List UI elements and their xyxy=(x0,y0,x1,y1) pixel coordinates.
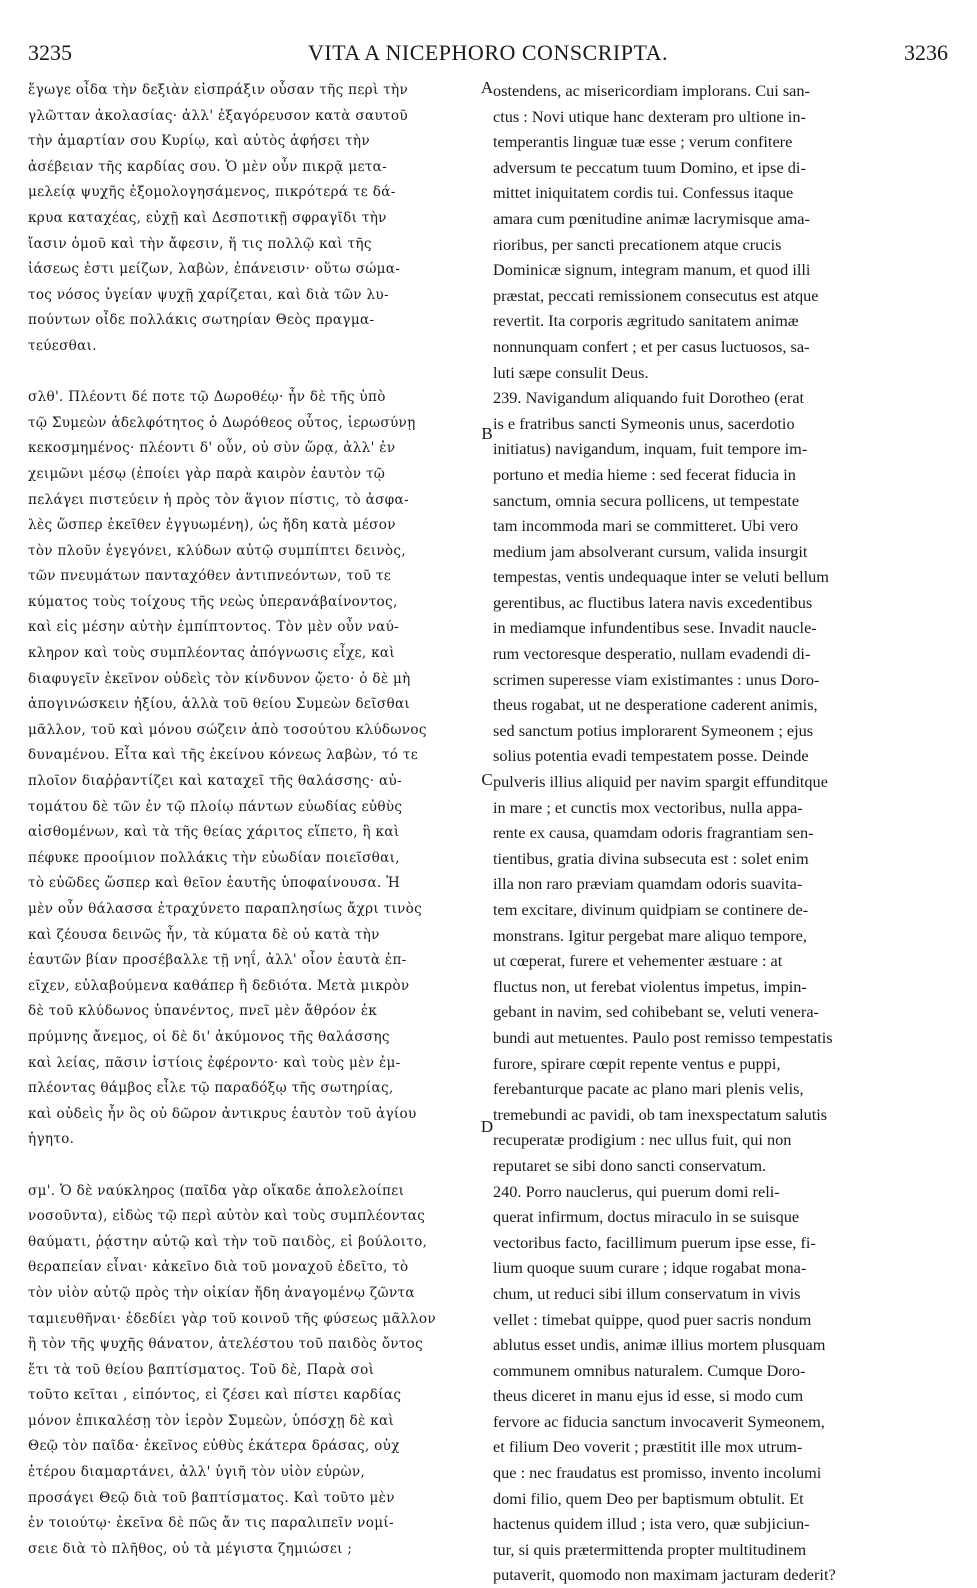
latin-text-line: theus diceret in manu ejus id esse, si modo cum xyxy=(493,1386,804,1406)
latin-text-line: mittet iniquitatem cordis tui. Confessus itaque xyxy=(493,183,794,203)
greek-text-line: ἴασιν ὁμοῦ καὶ τὴν ἄφεσιν, ἥ τις πολλῷ καὶ τῆς xyxy=(28,235,372,252)
latin-text-line: initiatus) navigandum, inquam, fuit tempore im- xyxy=(493,439,808,459)
latin-text-line: medium jam absolverant cursum, valida insurgit xyxy=(493,541,808,561)
latin-text-line: furore, spirare cœpit repente ventus e puppi, xyxy=(493,1053,781,1073)
latin-text-line: illa non raro præviam quamdam odoris suavita- xyxy=(493,874,803,894)
latin-text-line: gebant in navim, sed cohibebant se, veluti venera- xyxy=(493,1002,819,1022)
greek-text-line: ἑτέρου διαμαρτάνει, ἀλλ' ὑγιῆ τὸν υἱὸν εὑρὼν, xyxy=(28,1464,366,1481)
greek-text-line: μᾶλλον, τοῦ καὶ μόνου σώζειν ἀπὸ τοσούτου κλύδωνος xyxy=(28,721,427,738)
greek-text-line: σλθ'. Πλέοντι δέ ποτε τῷ Δωροθέῳ· ἦν δὲ τῆς ὑπὸ xyxy=(28,389,386,406)
greek-text-line: ἀσέβειαν τῆς καρδίας σου. Ὁ μὲν οὖν πικρᾷ μετα- xyxy=(28,158,388,175)
greek-text-line: καὶ οὐδεὶς ἦν ὃς οὐ δῶρον ἀντικρυς ἑαυτὸν τοῦ ἁγίου xyxy=(28,1105,417,1122)
margin-letter-a: A xyxy=(480,78,494,97)
latin-text-line: tientibus, gratia divina subsecuta est : solet enim xyxy=(493,848,809,868)
page-header xyxy=(28,40,948,70)
greek-text-line: σειε διὰ τὸ πλῆθος, οὐ τὰ μέγιστα ζημιώσει ; xyxy=(28,1540,353,1557)
latin-text-line: hactenus quidem illud ; ista vero, quæ subjiciun- xyxy=(493,1514,810,1534)
greek-text-line: πελάγει πιστεύειν ἡ πρὸς τὸν ἅγιον πίστις, τὸ ἀσφα- xyxy=(28,491,409,508)
greek-text-line: τομάτου δὲ τῶν ἐν τῷ πλοίῳ πάντων εὐωδίας εὐθὺς xyxy=(28,798,403,815)
latin-text-line: 239. Navigandum aliquando fuit Dorotheo (erat xyxy=(493,388,805,408)
greek-text-line: τῷ Συμεὼν ἀδελφότητος ὁ Δωρόθεος οὗτος, ἱερωσύνῃ xyxy=(28,414,416,431)
running-title: VITA A NICEPHORO CONSCRIPTA. xyxy=(307,40,669,65)
latin-text-line: ut cœperat, furere et vehementer æstuare : at xyxy=(493,951,783,971)
latin-text-line: putaverit, quomodo non maximam jacturam dederit? xyxy=(493,1565,836,1585)
latin-text-line: tam incommoda mari se committeret. Ubi vero xyxy=(493,516,799,536)
latin-text-line: sanctum, omnia secura pollicens, ut tempestate xyxy=(493,490,800,510)
latin-text-line: monstrans. Igitur pergebat mare aliquo tempore, xyxy=(493,925,807,945)
latin-text-line: tremebundi ac pavidi, ob tam inexspectatum salutis xyxy=(493,1104,828,1124)
latin-text-line: sed sanctum potius implorarent Symeonem ; ejus xyxy=(493,720,814,740)
greek-text-line: δυναμένου. Εἶτα καὶ τῆς ἐκείνου κόνεως λαβὼν, τό τε xyxy=(28,747,419,764)
latin-text-line: reputaret se sibi dono sancti conservatum. xyxy=(493,1155,767,1175)
greek-text-line: ἐν τοιούτῳ· ἐκεῖνα δὲ πῶς ἄν τις παραλιπεῖν νομί- xyxy=(28,1515,394,1532)
greek-text-line: θεραπείαν εἶναι· κἀκεῖνο διὰ τοῦ μοναχοῦ ἐδεῖτο, τὸ xyxy=(28,1259,409,1276)
greek-text-line: πλοῖον διαῤῥαντίζει καὶ καταχεῖ τῆς θαλάσσης· αὐ- xyxy=(28,773,402,790)
latin-text-line: nonnunquam confert ; et per casus luctuosos, sa- xyxy=(493,336,810,356)
latin-text-line: et filium Deo voverit ; præstitit ille mox utrum- xyxy=(493,1437,803,1457)
latin-text-line: præstat, peccati remissionem consecutus est atque xyxy=(493,285,819,305)
greek-text-line: τὸν πλοῦν ἐγεγόνει, κλύδων αὐτῷ συμπίπτει δεινὸς, xyxy=(28,542,406,559)
latin-text-line: lium quoque suum curare ; idque rogabat mona- xyxy=(493,1258,807,1278)
latin-text-line: luti sæpe consulit Deus. xyxy=(493,362,649,382)
latin-text-line: que : nec fraudatus est promisso, invento incolumi xyxy=(493,1463,822,1483)
greek-text-line: κρυα καταχέας, εὐχῇ καὶ Δεσποτικῇ σφραγῖδι τὴν xyxy=(28,209,387,226)
latin-text-line: scrimen superesse viam existimantes : unus Doro- xyxy=(493,669,820,689)
latin-text-line: rum vectoresque desperatio, nullam evadendi di- xyxy=(493,644,811,664)
greek-text-line: κληρον καὶ τοὺς συμπλέοντας ἀπόγνωσις εἶχε, καὶ xyxy=(28,645,396,662)
latin-column xyxy=(493,78,948,1588)
greek-text-line: νοσοῦντα), εἰδὼς τῷ περὶ αὐτὸν καὶ τοὺς συμπλέοντας xyxy=(28,1208,426,1225)
margin-letter-c: C xyxy=(481,770,493,789)
greek-text-line: τεύεσθαι. xyxy=(28,337,97,354)
greek-column xyxy=(28,78,480,1562)
latin-text-line: tur, si quis prætermittenda propter multitudinem xyxy=(493,1539,807,1559)
latin-text-line: portuno et media hieme : sed fecerat fiducia in xyxy=(493,464,796,484)
greek-text-line: αἰσθομένων, καὶ τὰ τῆς θείας χάριτος εἵπετο, ἣ καὶ xyxy=(28,824,400,841)
latin-text-line: in mare ; et cunctis mox vectoribus, nulla appa- xyxy=(493,797,803,817)
latin-text-line: fervore ac fiducia sanctum invocaverit Symeonem, xyxy=(493,1411,825,1431)
right-page-number: 3236 xyxy=(904,40,948,65)
latin-text-line: amara cum pœnitudine animæ lacrymisque ama- xyxy=(493,208,810,228)
latin-text-line: temperantis linguæ tuæ esse ; verum confitere xyxy=(493,132,793,152)
latin-text-line: solius potentia evadi tempestatem posse. Deinde xyxy=(493,746,809,766)
latin-text-line: vectoribus facto, facillimum puerum ipse esse, fi- xyxy=(493,1232,816,1252)
latin-text-line: Dominicæ signum, integram manum, et quod illi xyxy=(493,260,811,280)
latin-text-line: rente ex causa, quamdam odoris fragrantiam sen- xyxy=(493,823,814,843)
latin-text-line: ctus : Novi utique hanc dexteram pro ultione in- xyxy=(493,106,806,126)
latin-text-line: domi filio, quem Deo per baptismum obtulit. Et xyxy=(493,1488,804,1508)
greek-text-line: ἑαυτῶν βίαν προσέβαλλε τῇ νηΐ, ἀλλ' οἷον ἑαυτὰ ἐπ- xyxy=(28,952,407,969)
greek-text-line: λὲς ὥσπερ ἐκεῖθεν ἐγγυωμένη), ὡς ἤδη κατὰ μέσον xyxy=(28,517,396,534)
greek-text-line: εῖχεν, εὐλαβούμενα καθάπερ ἢ δεδιότα. Μετὰ μικρὸν xyxy=(28,977,410,994)
greek-text-line: ἰάσεως ἐστι μείζων, λαβὼν, ἐπάνεισιν· οὕτω σώμα- xyxy=(28,261,401,278)
greek-text-line: ἡγητο. xyxy=(28,1131,75,1148)
greek-text-line: πούντων οἶδε πολλάκις σωτηρίαν Θεὸς πραγμα- xyxy=(28,312,375,329)
latin-text-line: recuperatæ prodigium : nec ullus fuit, qui non xyxy=(493,1130,792,1150)
greek-text-line: ἔτι τὰ τοῦ θείου βαπτίσματος. Τοῦ δὲ, Παρὰ σοὶ xyxy=(28,1361,375,1378)
latin-text-line: is e fratribus sancti Symeonis unus, sacerdotio xyxy=(493,413,795,433)
greek-text-line: κεκοσμημένος· πλέοντι δ' οὖν, οὐ σὺν ὥρᾳ, ἀλλ' ἐν xyxy=(28,440,396,457)
latin-text-line: ostendens, ac misericordiam implorans. Cui san- xyxy=(493,81,810,100)
latin-text-line: adversum te peccatum tuum Domino, et ipse di- xyxy=(493,157,806,177)
greek-text-line: τῶν πνευμάτων πανταχόθεν ἀντιπνεόντων, τοῦ τε xyxy=(28,568,392,585)
greek-text-line: ἀπογινώσκειν ἠξίου, ἀλλὰ τοῦ θείου Συμεὼν δεῖσθαι xyxy=(28,696,411,713)
greek-text-line: πρύμνης ἄνεμος, οἱ δὲ δι' ἀκύμονος τῆς θαλάσσης xyxy=(28,1028,390,1045)
greek-text-line: κύματος τοὺς τοίχους τῆς νεὼς ὑπερανάβαίνοντος, xyxy=(28,593,398,610)
latin-text-line: tem excitare, divinum quidpiam se continere de- xyxy=(493,900,809,919)
latin-text-line: theus rogabat, ut ne desperatione caderent animis, xyxy=(493,695,818,715)
greek-text-line: μόνον ἐπικαλέσῃ τὸν ἱερὸν Συμεὼν, ὑπόσχῃ δὲ καὶ xyxy=(28,1412,395,1429)
latin-text-line: chum, ut reduci sibi illum conservatum in vivis xyxy=(493,1283,801,1303)
paragraph-gap xyxy=(28,360,480,386)
latin-text-line: in mediamque infundentibus sese. Invadit naucle- xyxy=(493,618,817,638)
latin-text-line: tempestas, ventis undequaque inter se veluti bellum xyxy=(493,567,829,587)
latin-text-line: revertit. Ita corporis ægritudo sanitatem animæ xyxy=(493,311,799,331)
greek-text-line: διαφυγεῖν ἐκεῖνον οὐδεὶς τὸν κίνδυνον ᾤετο· ὁ δὲ μὴ xyxy=(28,670,411,687)
greek-text-line: καὶ λείας, πᾶσιν ἱστίοις ἐφέροντο· καὶ τοὺς μὲν ἐμ- xyxy=(28,1054,401,1071)
margin-letter-b: B xyxy=(481,424,493,443)
greek-text-line: προσάγει Θεῷ διὰ τοῦ βαπτίσματος. Καὶ τοῦτο μὲν xyxy=(28,1489,395,1506)
greek-text-line: τὴν ἁμαρτίαν σου Κυρίῳ, καὶ αὐτὸς ἀφήσει τὴν xyxy=(28,133,370,150)
latin-text-line: pulveris illius aliquid per navim spargit effunditque xyxy=(493,772,828,792)
latin-text-line: querat infirmum, doctus miraculo in se suisque xyxy=(493,1207,800,1227)
left-page-number: 3235 xyxy=(28,40,72,65)
latin-text-line: gerentibus, ac fluctibus latera navis excedentibus xyxy=(493,592,813,612)
greek-text-line: τος νόσος ὑγείαν ψυχῇ χαρίζεται, καὶ διὰ τῶν λυ- xyxy=(28,286,389,303)
greek-text-line: πλέοντας θάμβος εἶλε τῷ παραδόξῳ τῆς σωτηρίας, xyxy=(28,1080,394,1097)
paragraph-gap xyxy=(28,1153,480,1179)
greek-text-line: σμ'. Ὁ δὲ ναύκληρος (παῖδα γὰρ οἴκαδε ἀπολελοίπει xyxy=(28,1182,405,1199)
latin-text-line: ablutus esset undis, animæ illius mortem plusquam xyxy=(493,1335,826,1355)
latin-text-line: fluctus non, ut ferebat violentus impetus, impin- xyxy=(493,976,807,996)
latin-text-line: communem omnibus naturalem. Cumque Doro- xyxy=(493,1360,806,1380)
greek-text-line: μελείᾳ ψυχῆς ἐξομολογησάμενος, πικρότερά τε δά- xyxy=(28,184,396,201)
latin-text-line: vellet : timebat quippe, quod puer sacris nondum xyxy=(493,1309,812,1329)
greek-text-line: ταμιευθῆναι· ἐδεδίει γὰρ τοῦ κοινοῦ τῆς φύσεως μᾶλλον xyxy=(28,1310,436,1327)
greek-text-line: τοῦτο κεῖται , εἰπόντος, εἰ ζέσει καὶ πίστει καρδίας xyxy=(28,1387,402,1404)
latin-text-line: 240. Porro nauclerus, qui puerum domi reli- xyxy=(493,1181,780,1201)
greek-text-line: μὲν οὖν θάλασσα ἐτραχύνετο παραπλησίως ἄχρι τινὸς xyxy=(28,901,423,917)
greek-text-line: χειμῶνι μέσῳ (ἐποίει γὰρ παρὰ καιρὸν ἑαυτὸν τῷ xyxy=(28,465,386,482)
latin-text-line: bundi aut metuentes. Paulo post remisso tempestatis xyxy=(493,1027,833,1047)
greek-text-line: δὲ τοῦ κλύδωνος ὑπανέντος, πνεῖ μὲν ἄθρόον ἐκ xyxy=(28,1003,378,1020)
greek-text-line: ἔγωγε οἶδα τὴν δεξιὰν εἰσπράξιν οὖσαν τῆς περὶ τὴν xyxy=(28,82,409,98)
latin-text-line: rioribus, per sancti precationem atque crucis xyxy=(493,234,782,254)
greek-text-line: γλῶτταν ἀκολασίας· ἀλλ' ἐξαγόρευσον κατὰ σαυτοῦ xyxy=(28,107,408,124)
greek-text-line: καὶ εἰς μέσην αὐτὴν ἐμπίπτοντος. Τὸν μὲν οὖν ναύ- xyxy=(28,619,400,636)
greek-text-line: ἢ τὸν τῆς ψυχῆς θάνατον, ἀτελέστου τοῦ παιδὸς ὄντος xyxy=(28,1336,424,1353)
greek-text-line: θαύματι, ῥᾴστην αὐτῷ καὶ τὴν τοῦ παιδὸς, εἰ βούλοιτο, xyxy=(28,1233,428,1250)
greek-text-line: Θεῷ τὸν παῖδα· ἐκεῖνος εὐθὺς ἑκάτερα δράσας, οὐχ xyxy=(28,1438,400,1455)
latin-text-line: ferebanturque pacate ac plano mari plenis velis, xyxy=(493,1079,804,1099)
greek-text-line: τὸν υἱὸν αὐτῷ πρὸς τὴν οἰκίαν ἤδη ἀναγομένῳ ζῶντα xyxy=(28,1284,415,1301)
greek-text-line: καὶ ζέουσα δεινῶς ἦν, τὰ κύματα δὲ οὐ κατὰ τὴν xyxy=(28,926,380,943)
margin-letter-d: D xyxy=(480,1117,494,1136)
greek-text-line: πέφυκε προοίμιον πολλάκις τὴν εὐωδίαν ποιεῖσθαι, xyxy=(28,849,400,866)
greek-text-line: τὸ εὐῶδες ὥσπερ καὶ θεῖον ἑαυτῆς ὑποφαίνουσα. Ἡ xyxy=(28,875,401,892)
